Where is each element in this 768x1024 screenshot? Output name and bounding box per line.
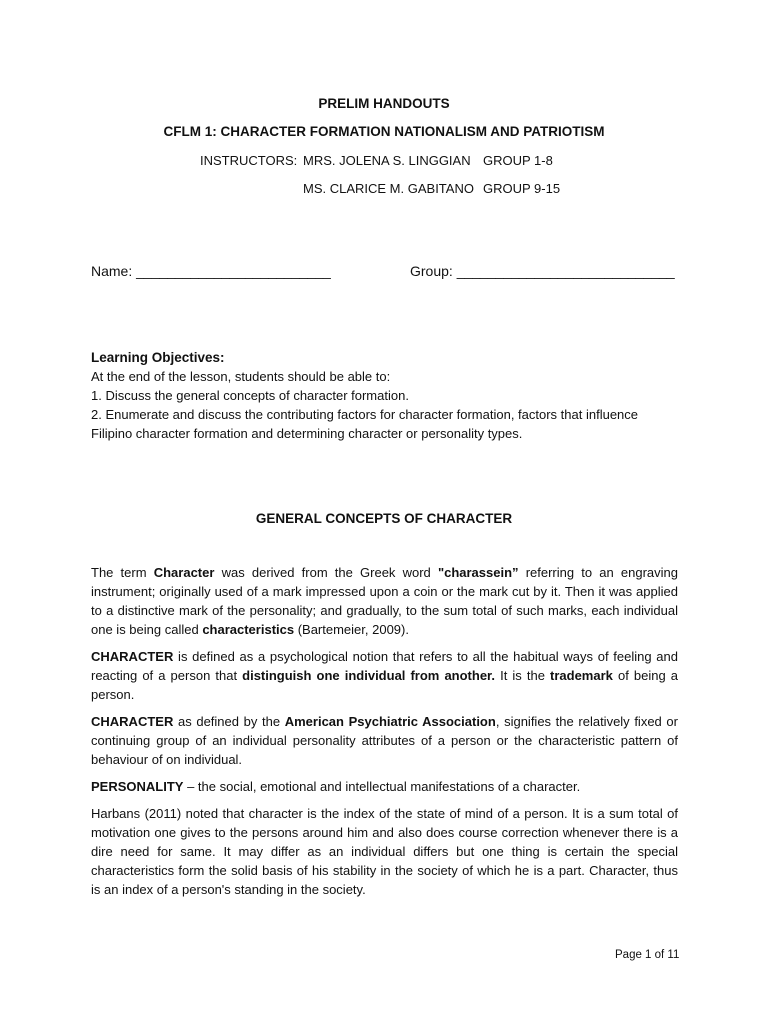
- text-run: – the social, emotional and intellectual manifestations of a character.: [183, 779, 581, 794]
- objective-item: 1. Discuss the general concepts of character formation.: [91, 388, 409, 403]
- section-heading: GENERAL CONCEPTS OF CHARACTER: [255, 511, 513, 526]
- instructor-1-name: MRS. JOLENA S. LINGGIAN: [303, 153, 471, 168]
- objectives-intro: At the end of the lesson, students should be able to:: [91, 369, 391, 384]
- text-run: is defined as a psychological notion that refers to all the habitual ways of feeling and reacting of a person that: [91, 649, 678, 683]
- paragraph-character-definition: [91, 647, 678, 704]
- text-run: It is the: [495, 668, 551, 683]
- emphasis-term: American Psychiatric Association: [284, 714, 496, 729]
- paragraph-harbans: Harbans (2011) noted that character is the index of the state of mind of a person. It is a sum total of motivation one gives to the persons around him and also does course correction whenever there is a dire need for same. It may differ as an individual differs but one thing is certain the special characteristics form the solid basis of his stability in the society of which he is a part. Character, thus is an index of a person's standing in the society.: [91, 806, 678, 897]
- handout-title: PRELIM HANDOUTS: [318, 96, 450, 111]
- learning-objectives-heading: Learning Objectives:: [91, 350, 225, 365]
- emphasis-term: Character: [153, 565, 215, 580]
- text-run: , signifies the relatively fixed or continuing group of an individual personality attributes of a person or the characteristic pattern of behaviour of on individual.: [91, 714, 678, 767]
- emphasis-term: CHARACTER: [91, 714, 174, 729]
- group-field: Group: ____________________________: [410, 263, 675, 279]
- instructors-label: INSTRUCTORS:: [200, 153, 298, 168]
- text-run: as defined by the: [173, 714, 285, 729]
- text-run: referring to an engraving instrument; originally used of a mark impressed upon a coin or the mark cut by it. Then it was applied to a distinctive mark of the personality; and gradually, to the sum total of such marks, each individual one is being called: [91, 565, 678, 637]
- paragraph-apa-definition: [91, 712, 678, 769]
- course-title: CFLM 1: CHARACTER FORMATION NATIONALISM AND PATRIOTISM: [163, 124, 605, 139]
- objective-item: 2. Enumerate and discuss the contributing factors for character formation, factors that influence Filipino character formation and determining character or personality types.: [91, 407, 639, 441]
- text-run: (Bartemeier, 2009).: [294, 622, 409, 637]
- instructor-1-group: GROUP 1-8: [483, 153, 553, 168]
- paragraph-character-origin: [91, 563, 678, 639]
- text-run: of being a person.: [91, 668, 679, 702]
- emphasis-term: trademark: [550, 668, 613, 683]
- page-number: Page 1 of 11: [615, 949, 680, 961]
- text-run: The term: [91, 565, 154, 580]
- emphasis-term: "charassein”: [437, 565, 519, 580]
- text-run: was derived from the Greek word: [214, 565, 438, 580]
- emphasis-term: PERSONALITY: [91, 779, 184, 794]
- name-field: Name: _________________________: [91, 263, 331, 279]
- emphasis-term: CHARACTER: [91, 649, 174, 664]
- emphasis-term: distinguish one individual from another.: [242, 668, 496, 683]
- paragraph-personality: [91, 777, 678, 796]
- instructor-2-group: GROUP 9-15: [483, 181, 561, 196]
- emphasis-term: characteristics: [202, 622, 295, 637]
- learning-objectives-list: [91, 367, 681, 443]
- section-body: [91, 563, 678, 907]
- instructor-2-name: MS. CLARICE M. GABITANO: [303, 181, 474, 196]
